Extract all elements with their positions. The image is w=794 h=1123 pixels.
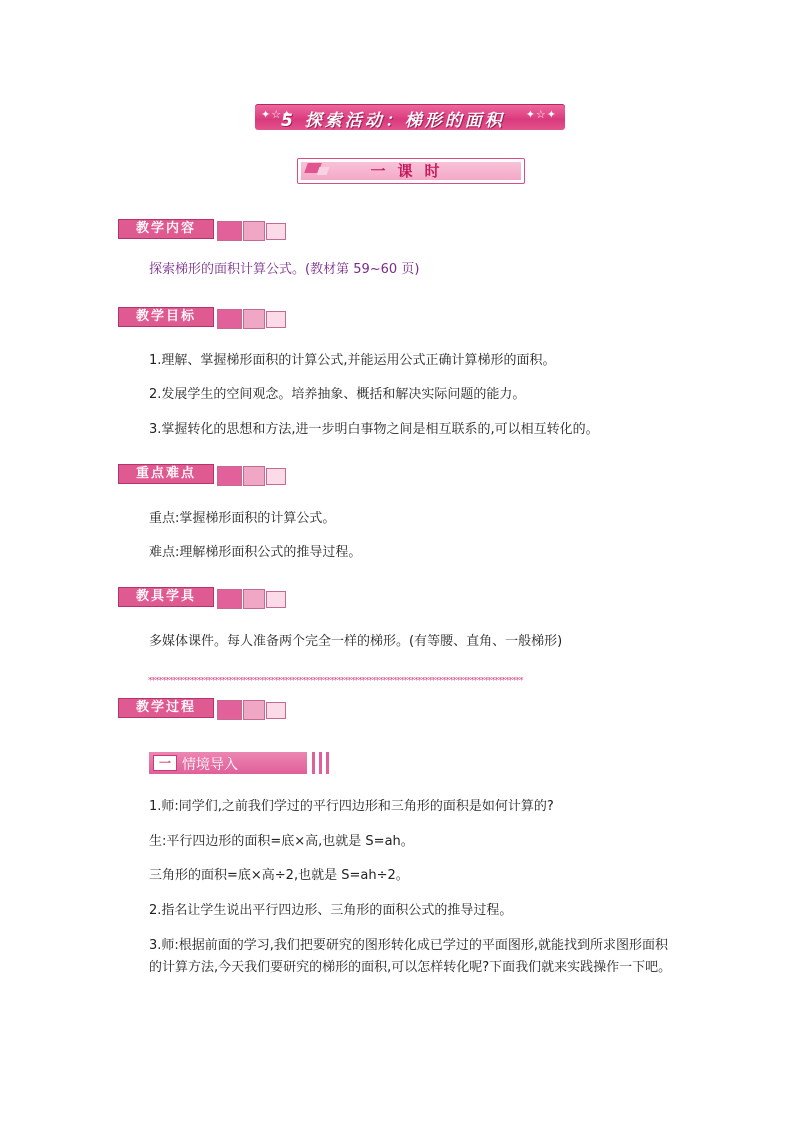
- square-decoration-icon: [217, 466, 242, 486]
- subsection-number: 一: [153, 755, 177, 771]
- goal-item: 1.理解、掌握梯形面积的计算公式,并能运用公式正确计算梯形的面积。: [149, 353, 556, 368]
- square-decoration-icon: [217, 589, 242, 609]
- page-title: 5 探索活动：梯形的面积: [281, 111, 505, 131]
- square-decoration-icon: [243, 589, 265, 609]
- square-decoration-icon: [266, 311, 286, 328]
- square-decoration-icon: [243, 309, 265, 329]
- stripe-decoration-icon: [312, 752, 315, 774]
- process-paragraph: 3.师:根据前面的学习,我们把要研究的图形转化成已学过的平面图形,就能找到所求图形面积的计算方法,今天我们要研究的梯形的面积,可以怎样转化呢?下面我们就来实践操作一下吧。: [149, 938, 672, 975]
- section-heading-tools: [118, 587, 298, 607]
- section-heading-label: 教学内容: [118, 219, 214, 239]
- subsection-heading: [149, 752, 335, 774]
- subsection-title: 情境导入: [182, 757, 238, 773]
- stripe-decoration-icon: [326, 752, 329, 774]
- square-decoration-icon: [243, 466, 265, 486]
- section-heading-key-points: [118, 464, 298, 484]
- square-decoration-icon: [217, 700, 242, 720]
- square-decoration-icon: [266, 591, 286, 608]
- tools-text: 多媒体课件。每人准备两个完全一样的梯形。(有等腰、直角、一般梯形): [149, 634, 563, 649]
- square-decoration-icon: [266, 702, 286, 719]
- process-line: 1.师:同学们,之前我们学过的平行四边形和三角形的面积是如何计算的?: [149, 799, 554, 814]
- section-heading-content: [118, 219, 298, 239]
- section-heading-label: 教具学具: [118, 587, 214, 607]
- section-heading-label: 教学目标: [118, 307, 214, 327]
- square-decoration-icon: [243, 700, 265, 720]
- process-line: 生:平行四边形的面积=底×高,也就是 S=ah。: [149, 834, 414, 849]
- lesson-count-label: 一课时: [370, 162, 452, 180]
- square-decoration-icon: [217, 309, 242, 329]
- stripe-decoration-icon: [319, 752, 322, 774]
- star-decoration-icon: ✦☆✦: [525, 108, 557, 121]
- difficult-point-text: 难点:理解梯形面积公式的推导过程。: [149, 545, 362, 560]
- section-heading-process: [118, 698, 298, 718]
- content-text: 探索梯形的面积计算公式。(教材第 59~60 页): [149, 262, 420, 277]
- key-point-text: 重点:掌握梯形面积的计算公式。: [149, 511, 336, 526]
- star-decoration-icon: ✦☆✦: [261, 108, 293, 121]
- section-heading-goals: [118, 307, 298, 327]
- dotted-divider: ***********************************************************************************************************: [148, 677, 523, 685]
- section-heading-label: 教学过程: [118, 698, 214, 718]
- title-banner: [255, 104, 565, 130]
- process-line: 三角形的面积=底×高÷2,也就是 S=ah÷2。: [149, 868, 409, 883]
- goal-item: 2.发展学生的空间观念。培养抽象、概括和解决实际问题的能力。: [149, 387, 526, 402]
- square-decoration-icon: [266, 468, 286, 485]
- section-heading-label: 重点难点: [118, 464, 214, 484]
- square-decoration-icon: [217, 221, 242, 241]
- process-line: 2.指名让学生说出平行四边形、三角形的面积公式的推导过程。: [149, 903, 513, 918]
- square-decoration-icon: [266, 223, 286, 240]
- square-decoration-icon: [243, 221, 265, 241]
- goal-item: 3.掌握转化的思想和方法,进一步明白事物之间是相互联系的,可以相互转化的。: [149, 422, 599, 437]
- lesson-count-box: [297, 158, 525, 184]
